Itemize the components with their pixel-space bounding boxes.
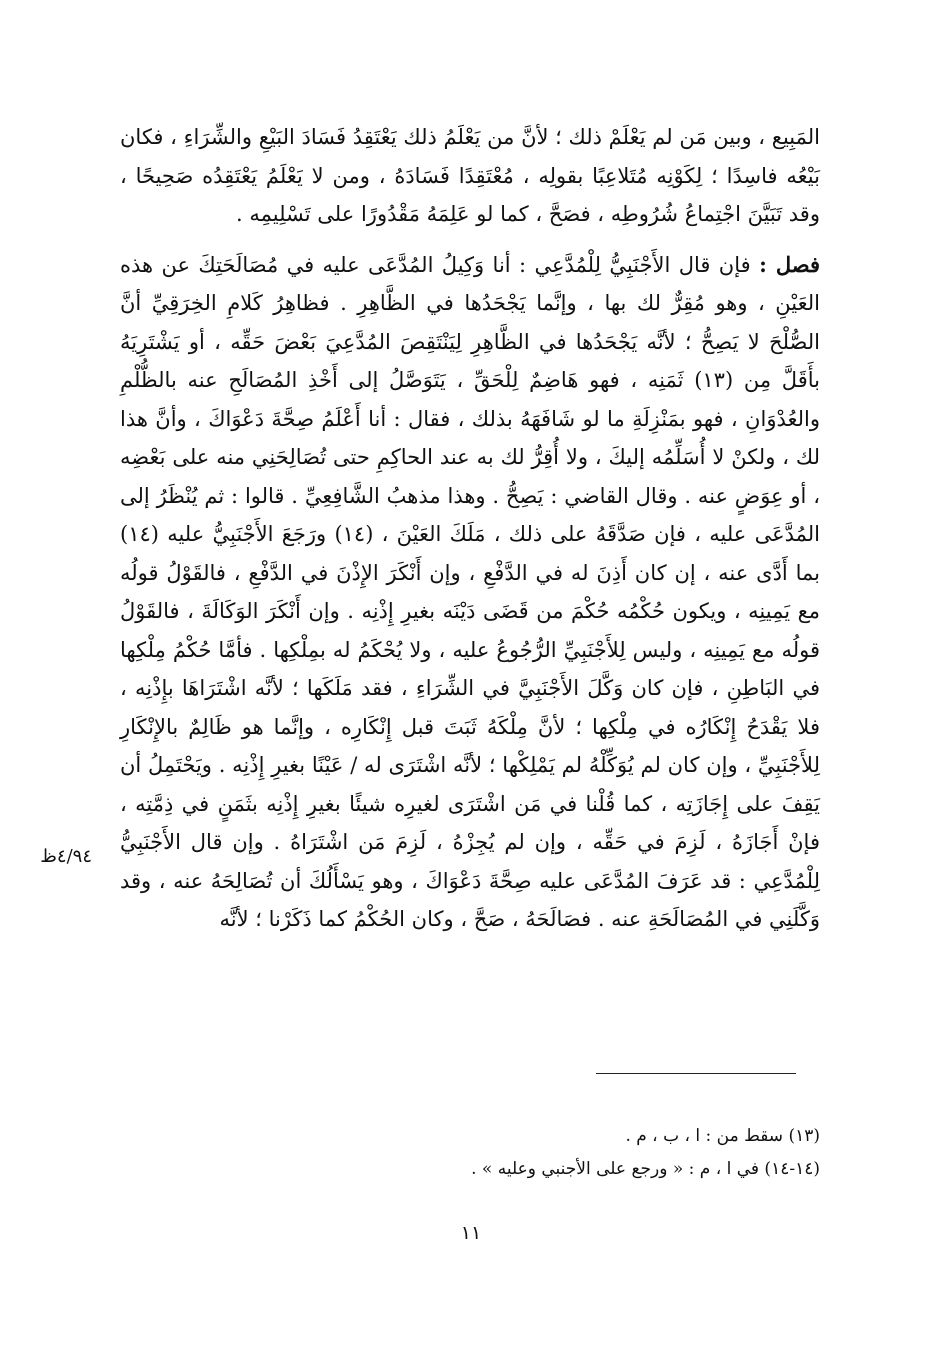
paragraph-2 [120, 246, 820, 939]
footnotes [120, 1120, 820, 1186]
footnote-separator [596, 1073, 796, 1074]
footnote-13: (١٣) سقط من : ا ، ب ، م . [625, 1126, 820, 1146]
paragraph-2-text: فإن قال الأَجْنَبِيُّ لِلْمُدَّعِي : أنا وَكِيلُ المُدَّعَى عليه في مُصَالَحَتِكَ عن هذه العَيْنِ ، وهو مُقِرٌّ لك بها ، وإنَّما يَجْحَدُها في الظَّاهِرِ . فظاهِرُ كَلامِ الخِرَقِيِّ أنَّ الصُّلْحَ لا يَصِحُّ ؛ لأنَّه يَجْحَدُها في الظَّاهِرِ لِيَنْتَقِصَ المُدَّعِيَ بَعْضَ حَقِّه ، أو يَشْتَرِيَهُ بأَقَلَّ مِن (١٣) ثَمَنِه ، فهو هَاضِمٌ لِلْحَقِّ ، يَتَوَصَّلُ إلى أَخْذِ المُصَالَحِ عنه بالظُّلْمِ والعُدْوَانِ ، فهو بمَنْزِلَةِ ما لو شَافَهَهُ بذلك ، فقال : أنا أَعْلَمُ صِحَّةَ دَعْوَاكَ ، وأنَّ هذا لك ، ولكنْ لا أُسَلِّمُه إليكَ ، ولا أُقِرُّ لك به عند الحاكِمِ حتى تُصَالِحَنِي منه على بَعْضِه ، أو عِوَضٍ عنه . وقال القاضي : يَصِحُّ . وهذا مذهبُ الشَّافِعِيِّ . قالوا : ثم يُنْظَرُ إلى المُدَّعَى عليه ، فإن صَدَّقَهُ على ذلك ، مَلَكَ العَيْنَ ، (١٤) ورَجَعَ الأَجْنَبِيُّ عليه (١٤) بما أَدَّى عنه ، إن كان أَذِنَ له في الدَّفْعِ ، وإن أَنْكَرَ الإِذْنَ في الدَّفْعِ ، فالقَوْلُ قولُه مع يَمِينِه ، ويكون حُكْمُه حُكْمَ من قَضَى دَيْنَه بغيرِ إِذْنِه . وإن أَنْكَرَ الوَكَالَةَ ، فالقَوْلُ قولُه مع يَمِينِه ، وليس لِلأَجْنَبِيِّ الرُّجُوعُ عليه ، ولا يُحْكَمُ له بمِلْكِها . فأمَّا حُكْمُ مِلْكِها في البَاطِنِ ، فإن كان وَكَّلَ الأَجْنَبِيَّ في الشِّرَاءِ ، فقد مَلَكَها ؛ لأنَّه اشْتَرَاهَا بإِذْنِه ، فلا يَقْدَحُ إِنْكَارُه في مِلْكِها ؛ لأنَّ مِلْكَهُ ثَبَتَ قبل إِنْكَارِه ، وإنَّما هو ظَالِمٌ بالإِنْكَارِ لِلأَجْنَبِيِّ ، وإن كان لم يُوَكِّلْهُ لم يَمْلِكْها ؛ لأنَّه اشْتَرَى له / عَيْنًا بغيرِ إِذْنِه . ويَحْتَمِلُ أن يَقِفَ على إِجَازَتِه ، كما قُلْنا في مَن اشْتَرَى لغيرِه شيئًا بغيرِ إِذْنِه بثَمَنٍ في ذِمَّتِه ، فإنْ أَجَازَهُ ، لَزِمَ في حَقِّه ، وإن لم يُجِزْهُ ، لَزِمَ مَن اشْتَرَاهُ . وإن قال الأَجْنَبِيُّ لِلْمُدَّعِي : قد عَرَفَ المُدَّعَى عليه صِحَّةَ دَعْوَاكَ ، وهو يَسْأَلُكَ أن تُصَالِحَهُ عنه ، وقد وَكَّلَنِي في المُصَالَحَةِ عنه . فصَالَحَهُ ، صَحَّ ، وكان الحُكْمُ كما ذَكَرْنا ؛ لأنَّه [120, 252, 820, 931]
footnote-14: (١٤-١٤) في ا ، م : « ورجع على الأجنبي وعليه » . [471, 1159, 820, 1179]
page-number: ١١ [460, 1222, 482, 1244]
margin-folio-note: ٤/٩٤ظ [40, 846, 92, 867]
paragraph-1: المَبِيع ، وبين مَن لم يَعْلَمْ ذلك ؛ لأنَّ من يَعْلَمُ ذلك يَعْتَقِدُ فَسَادَ البَيْعِ والشِّرَاءِ ، فكان بَيْعُه فاسِدًا ؛ لِكَوْنِه مُتَلاعِبًا بقولِه ، مُعْتَقِدًا فَسَادَهُ ، ومن لا يَعْلَمُ يَعْتَقِدُه صَحِيحًا ، وقد تَبَيَّنَ اجْتِماعُ شُرُوطِه ، فصَحَّ ، كما لو عَلِمَهُ مَقْدُورًا على تَسْلِيمِه . [120, 125, 820, 226]
main-text [120, 118, 820, 939]
section-heading-fasl: فصل : [759, 251, 820, 277]
